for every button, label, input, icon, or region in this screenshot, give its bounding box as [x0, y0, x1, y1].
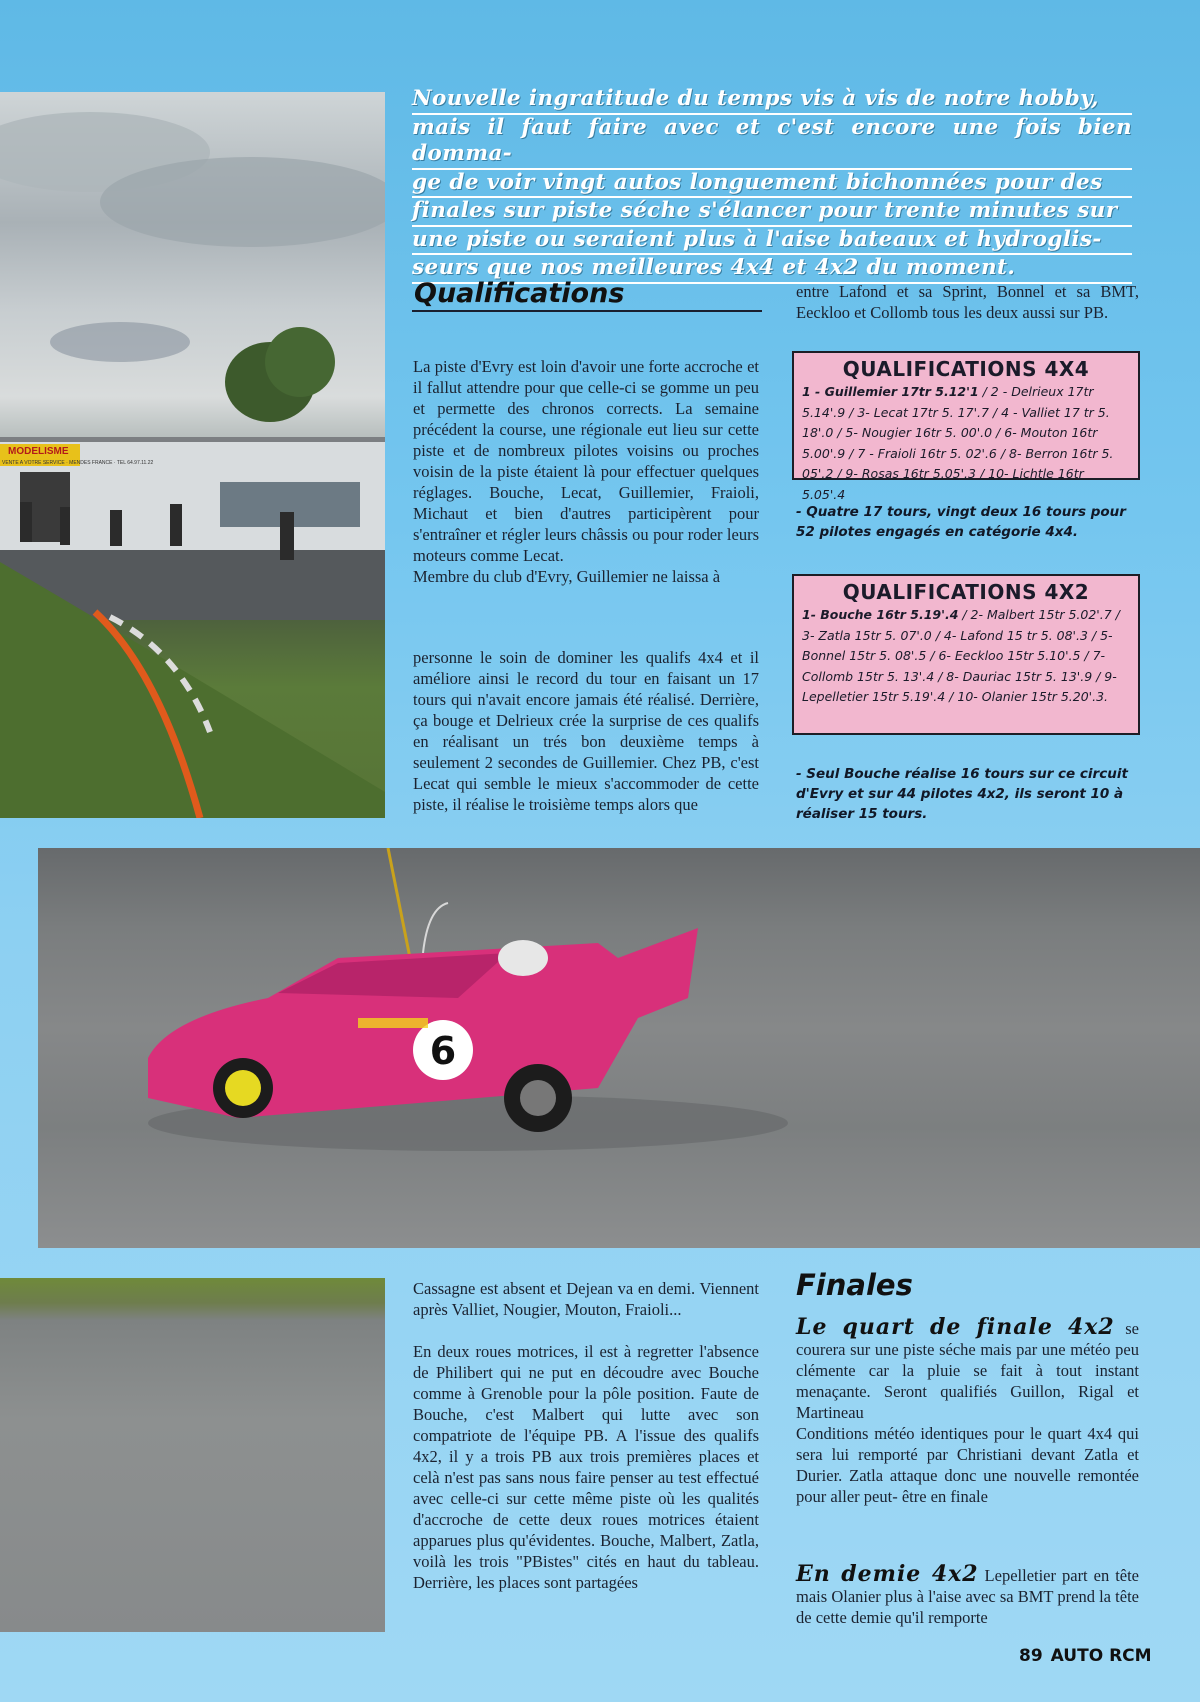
intro-line: seurs que nos meilleures 4x4 et 4x2 du moment. — [412, 255, 1132, 284]
intro-line: finales sur piste séche s'élancer pour trente minutes sur — [412, 198, 1132, 227]
finales-quart — [796, 1314, 1139, 1507]
paragraph: Membre du club d'Evry, Guillemier ne laissa à — [413, 567, 721, 586]
paragraph: Conditions météo identiques pour le quart 4x4 qui sera lui remporté par Christiani devant Zatla et Durier. Zatla attaque donc une nouvelle remontée pour aller peut- être en finale — [796, 1424, 1139, 1506]
qualifications-text-2: personne le soin de dominer les qualifs 4x4 et il améliore ainsi le record du tour en faisant un 17 tours qui n'avait encore jamais été réalisé. Derrière, ça bouge et Delrieux crée la surprise de ces qualifs en réalisant un trés bon deuxième temps à seulement 2 secondes de Guillemier. Chez PB, c'est Lecat qui semble le mieux s'accommoder de cette piste, il réalise le troisième temps alors que — [413, 648, 759, 814]
intro-line: Nouvelle ingratitude du temps vis à vis de notre hobby, — [412, 86, 1132, 115]
photo-track-blur — [0, 1278, 385, 1632]
intro-line: une piste ou seraient plus à l'aise bateaux et hydroglis- — [412, 227, 1132, 256]
box-lead: 1- Bouche 16tr 5.19'.4 — [802, 607, 959, 622]
note-4x4: - Quatre 17 tours, vingt deux 16 tours pour 52 pilotes engagés en catégorie 4x4. — [796, 504, 1126, 540]
finales-demie — [796, 1561, 1140, 1628]
box-rest: / 2 - Delrieux 17tr 5.14'.9 / 3- Lecat 17tr 5. 17'.7 / 4 - Valliet 17 tr 5. 18'.0 / 5- Nougier 16tr 5. 00'.0 / 6- Mouton 16tr 5.00'.9 / 7 - Fraioli 16tr 5. 02'.6 / 8- Berron 16tr 5. 05'.2 / 9- Rosas 16tr 5.05'.3 / 10- Lichtle 16tr 5.05'.4 — [802, 384, 1114, 502]
subheading: Le quart de finale 4x2 — [796, 1314, 1115, 1340]
finales-heading: Finales — [796, 1268, 913, 1302]
box-rest: / 2- Malbert 15tr 5.02'.7 / 3- Zatla 15tr 5. 07'.0 / 4- Lafond 15 tr 5. 08'.3 / 5- Bonnel 15tr 5. 08'.5 / 6- Eeckloo 15tr 5.10'.5 / 7- Collomb 15tr 5. 13'.4 / 8- Dauriac 15tr 5. 13'.9 / 9- Lepelletier 15tr 5.19'.4 / 10- Olanier 15tr 5.20'.3. — [802, 607, 1120, 704]
box-results — [802, 382, 1130, 505]
sign-text: MODELISME — [8, 446, 69, 457]
photo-pink-car — [38, 848, 1200, 1248]
heading-divider — [412, 310, 762, 312]
photo-track-building — [0, 92, 385, 818]
qualifications-heading: Qualifications — [414, 278, 625, 309]
qualifications-4x4-box — [792, 351, 1140, 502]
sign-subtext: VENTE A VOTRE SERVICE · MENDES FRANCE · TEL 64.97.11.22 — [2, 460, 154, 466]
intro-paragraph — [412, 86, 1132, 284]
paragraph: Lepelletier part en tête mais Olanier plus à l'aise avec sa BMT prend la tête de cette demie qu'il remporte — [796, 1566, 1140, 1627]
magazine-name: AUTO RCM — [1050, 1646, 1152, 1666]
page-number: 89 — [1019, 1646, 1043, 1666]
intro-line: mais il faut faire avec et c'est encore une fois bien domma- — [412, 115, 1132, 170]
box-lead: 1 - Guillemier 17tr 5.12'1 — [802, 384, 979, 399]
box-title: QUALIFICATIONS 4X2 — [842, 580, 1090, 604]
paragraph: En deux roues motrices, il est à regretter l'absence de Philibert qui ne put en découdre avec Bouche comme à Grenoble pour la pôle position. Faute de Bouche, c'est Malbert qui lutte avec son compatriote de l'équipe PB. A l'issue des qualifs 4x2, il y a trois PB aux trois premières places et celà n'est pas sans nous faire penser au test effectué avec celle-ci sur cette même piste où les qualités d'accroche de cette deux roues motrices étaient apparues plus qu'évidentes. Bouche, Malbert, Zatla, voilà les trois "PBistes" cités en haut du tableau. Derrière, les places sont partagées — [413, 1342, 759, 1592]
qualifications-text-3: entre Lafond et sa Sprint, Bonnel et sa BMT, Eeckloo et Collomb tous les deux aussi sur PB. — [796, 282, 1139, 322]
car-number: 6 — [429, 1029, 457, 1073]
box-title: QUALIFICATIONS 4X4 — [842, 357, 1090, 381]
note-4x2: - Seul Bouche réalise 16 tours sur ce circuit d'Evry et sur 44 pilotes 4x2, ils seront 10 à réaliser 15 tours. — [796, 766, 1128, 822]
qualifications-4x2-box — [792, 574, 1140, 735]
lower-text — [413, 1278, 759, 1593]
page-footer — [1019, 1646, 1152, 1666]
subheading: En demie 4x2 — [796, 1561, 979, 1587]
car-scene — [38, 848, 1200, 1248]
paragraph: se courera sur une piste séche mais par une météo peu clémente car la pluie se fait à tout instant menaçante. Seront qualifiés Guillon, Rigal et Martineau — [796, 1319, 1139, 1422]
paragraph: La piste d'Evry est loin d'avoir une forte accroche et il fallut attendre pour que celle-ci se gomme un peu et permette des chronos corrects. La semaine précédent la course, une régionale eut lieu sur cette piste et de nombreux pilotes voisins ou proches voisin de la piste étaient là pour effectuer quelques réglages. Bouche, Lecat, Guillemier, Fraioli, Michaut et bien d'autres participèrent pour s'entraîner et régler leurs châssis ou pour roder leurs moteurs comme Lecat. — [413, 357, 759, 565]
qualifications-text-1 — [413, 356, 759, 587]
paragraph: Cassagne est absent et Dejean va en demi. Viennent après Valliet, Nougier, Mouton, Fraioli... — [413, 1279, 759, 1319]
intro-line: ge de voir vingt autos longuement bichonnées pour des — [412, 170, 1132, 199]
box-results — [802, 605, 1130, 708]
track-scene — [0, 92, 385, 818]
